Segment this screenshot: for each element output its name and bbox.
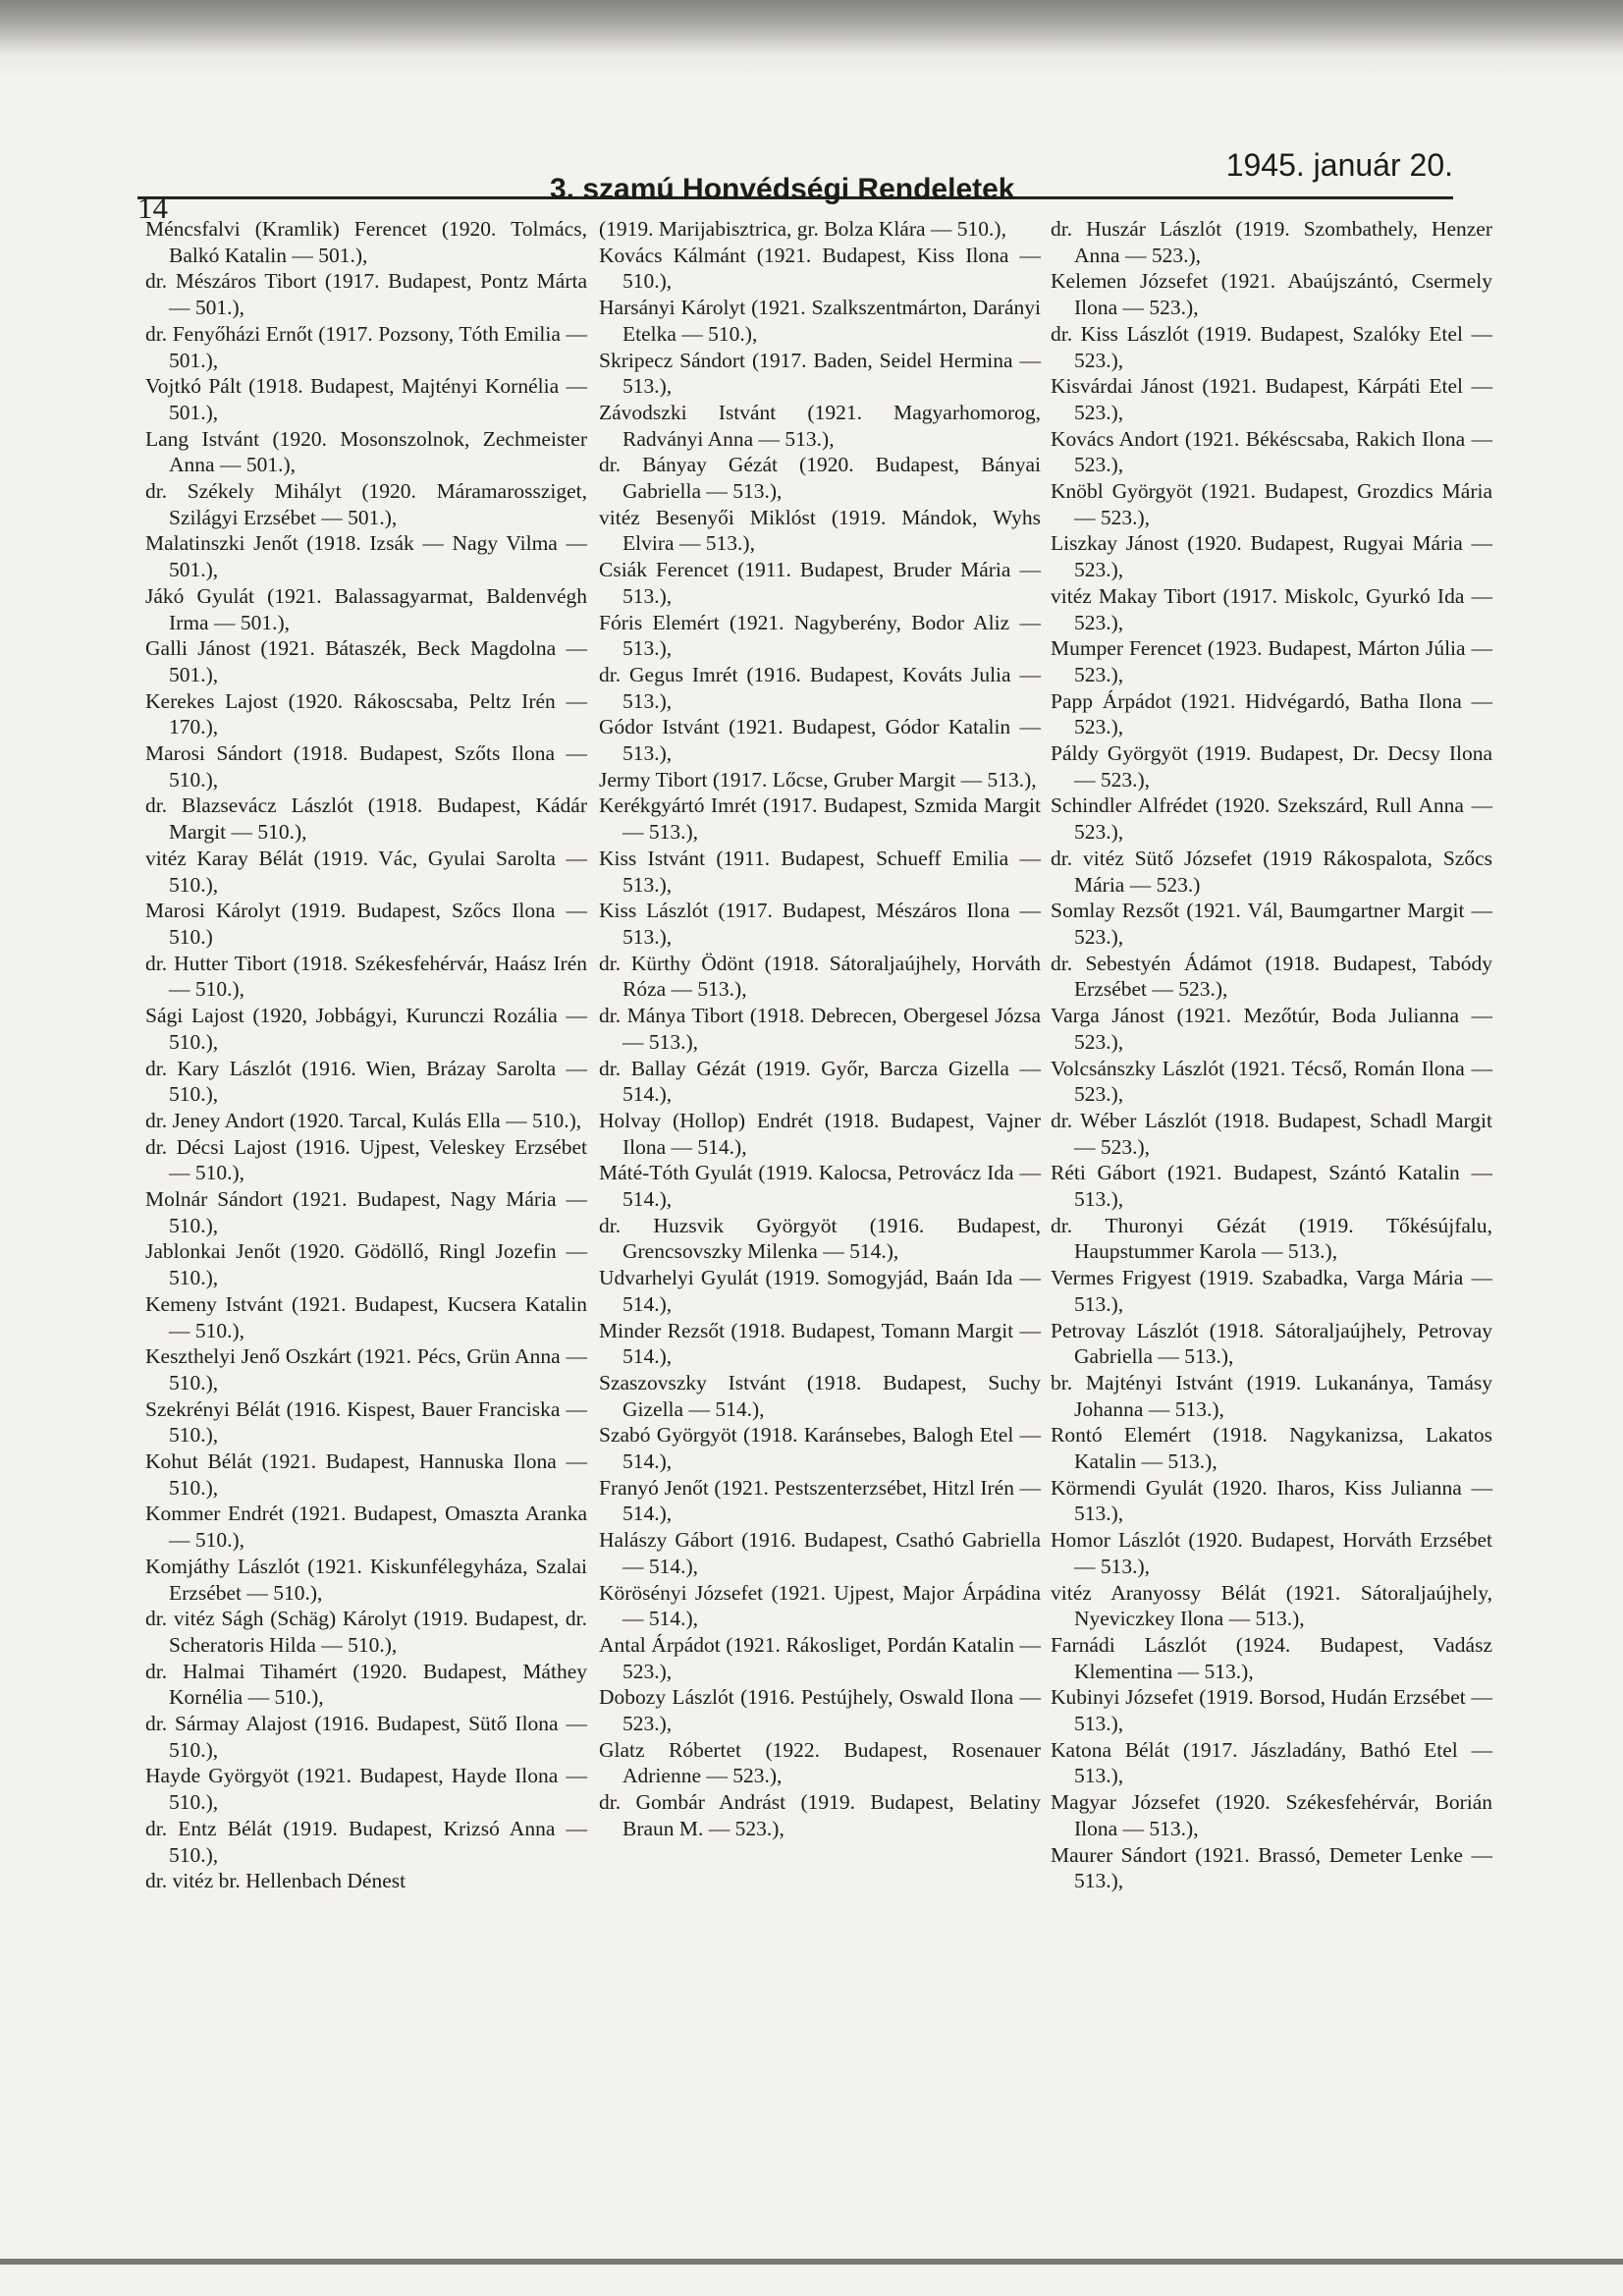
list-item: Vojtkó Pált (1918. Budapest, Majtényi Kornélia — 501.), (145, 374, 587, 424)
list-item: Komjáthy Lászlót (1921. Kiskunfélegyháza, Szalai Erzsébet — 510.), (145, 1554, 587, 1605)
list-item: Mumper Ferencet (1923. Budapest, Márton Júlia — 523.), (1051, 636, 1492, 686)
list-item: Kubinyi Józsefet (1919. Borsod, Hudán Erzsébet — 513.), (1051, 1685, 1492, 1736)
list-item: Magyar Józsefet (1920. Székesfehérvár, Borián Ilona — 513.), (1051, 1790, 1492, 1840)
list-item: Volcsánszky Lászlót (1921. Técső, Román Ilona — 523.), (1051, 1056, 1492, 1107)
list-item: dr. vitéz br. Hellenbach Dénest (145, 1869, 406, 1893)
list-item: Vermes Frigyest (1919. Szabadka, Varga Mária — 513.), (1051, 1266, 1492, 1316)
list-item: dr. Gombár Andrást (1919. Budapest, Belatiny Braun M. — 523.), (599, 1790, 1041, 1840)
list-item: Kohut Bélát (1921. Budapest, Hannuska Ilona — 510.), (145, 1449, 587, 1500)
list-item: Kerékgyártó Imrét (1917. Budapest, Szmida Margit — 513.), (599, 793, 1041, 845)
list-item: dr. Székely Mihályt (1920. Máramarossziget, Szilágyi Erzsébet — 501.), (145, 479, 587, 529)
list-item: dr. Mánya Tibort (1918. Debrecen, Obergesel Józsa — 513.), (599, 1004, 1041, 1054)
list-item: dr. Entz Bélát (1919. Budapest, Krizsó Anna — 510.), (145, 1816, 587, 1867)
list-item: vitéz Makay Tibort (1917. Miskolc, Gyurkó Ida — 523.), (1051, 583, 1492, 634)
list-item: Kelemen Józsefet (1921. Abaújszántó, Csermely Ilona — 523.), (1051, 269, 1492, 320)
issue-date: 1945. január 20. (1225, 147, 1453, 183)
list-item: Csiák Ferencet (1911. Budapest, Bruder Mária — 513.), (599, 558, 1041, 608)
list-item: Galli Jánost (1921. Bátaszék, Beck Magdolna — 501.), (145, 636, 587, 686)
list-item: Kiss Lászlót (1917. Budapest, Mészáros Ilona — 513.), (599, 899, 1041, 949)
list-item: Szekrényi Bélát (1916. Kispest, Bauer Franciska — 510.), (145, 1396, 587, 1448)
list-item: Homor Lászlót (1920. Budapest, Horváth Erzsébet — 513.), (1051, 1528, 1492, 1578)
list-item: dr. Blazsevácz Lászlót (1918. Budapest, Kádár Margit — 510.), (145, 793, 587, 845)
list-item: dr. Halmai Tihamért (1920. Budapest, Máthey Kornélia — 510.), (145, 1659, 587, 1710)
list-item: Sági Lajost (1920, Jobbágyi, Kurunczi Rozália — 510.), (145, 1004, 587, 1054)
list-item: dr. Thuronyi Gézát (1919. Tőkésújfalu, Haupstummer Karola — 513.), (1051, 1213, 1492, 1264)
list-item: Jákó Gyulát (1921. Balassagyarmat, Baldenvégh Irma — 501.), (145, 583, 587, 634)
list-item: Körmendi Gyulát (1920. Iharos, Kiss Julianna — 513.), (1051, 1475, 1492, 1526)
list-item: Méncsfalvi (Kramlik) Ferencet (1920. Tolmács, Balkó Katalin — 501.), (145, 217, 587, 267)
list-item: Farnádi Lászlót (1924. Budapest, Vadász Klementina — 513.), (1051, 1632, 1492, 1683)
list-item: Petrovay Lászlót (1918. Sátoraljaújhely, Petrovay Gabriella — 513.), (1051, 1318, 1492, 1369)
list-item: Malatinszki Jenőt (1918. Izsák — Nagy Vilma — 501.), (145, 531, 587, 582)
list-item: dr. Sebestyén Ádámot (1918. Budapest, Tabódy Erzsébet — 523.), (1051, 951, 1492, 1002)
list-item: Fóris Elemért (1921. Nagyberény, Bodor Aliz — 513.), (599, 610, 1041, 661)
list-item: Kerekes Lajost (1920. Rákoscsaba, Peltz Irén — 170.), (145, 688, 587, 739)
list-item: Marosi Sándort (1918. Budapest, Szőts Ilona — 510.), (145, 741, 587, 792)
list-item: Kommer Endrét (1921. Budapest, Omaszta Aranka — 510.), (145, 1502, 587, 1553)
list-item: Páldy Györgyöt (1919. Budapest, Dr. Decsy Ilona — 523.), (1051, 741, 1492, 792)
list-item: Somlay Rezsőt (1921. Vál, Baumgartner Margit — 523.), (1051, 899, 1492, 949)
list-item: Skripecz Sándort (1917. Baden, Seidel Hermina — 513.), (599, 348, 1041, 399)
text-column-1 (145, 216, 587, 1894)
page-title: 3. szamú Honvédségi Rendeletek (550, 173, 1015, 205)
list-item: Rontó Elemért (1918. Nagykanizsa, Lakatos Katalin — 513.), (1051, 1423, 1492, 1474)
list-item: Franyó Jenőt (1921. Pestszenterzsébet, Hitzl Irén — 514.), (599, 1475, 1041, 1526)
list-item: dr. Ballay Gézát (1919. Győr, Barcza Gizella — 514.), (599, 1056, 1041, 1107)
scan-bottom-edge (0, 2259, 1623, 2265)
scan-edge (0, 0, 1623, 79)
list-item: Marosi Károlyt (1919. Budapest, Szőcs Ilona — 510.) (145, 899, 587, 949)
list-item: dr. Hutter Tibort (1918. Székesfehérvár, Haász Irén — 510.), (145, 951, 587, 1002)
page-header (137, 147, 1453, 225)
list-item: dr. Kürthy Ödönt (1918. Sátoraljaújhely, Horváth Róza — 513.), (599, 951, 1041, 1002)
list-item: Minder Rezsőt (1918. Budapest, Tomann Margit — 514.), (599, 1318, 1041, 1369)
list-item: Holvay (Hollop) Endrét (1918. Budapest, Vajner Ilona — 514.), (599, 1108, 1041, 1159)
list-item: Kovács Andort (1921. Békéscsaba, Rakich Ilona — 523.), (1051, 426, 1492, 477)
list-item: Kemeny Istvánt (1921. Budapest, Kucsera Katalin — 510.), (145, 1291, 587, 1342)
list-item: Harsányi Károlyt (1921. Szalkszentmárton, Darányi Etelka — 510.), (599, 296, 1041, 346)
list-item: Udvarhelyi Gyulát (1919. Somogyjád, Baán Ida — 514.), (599, 1266, 1041, 1316)
page-number: 14 (137, 191, 168, 225)
list-item: Gódor Istvánt (1921. Budapest, Gódor Katalin — 513.), (599, 715, 1041, 766)
list-item: Kisvárdai Jánost (1921. Budapest, Kárpáti Etel — 523.), (1051, 374, 1492, 424)
list-item: Hayde Györgyöt (1921. Budapest, Hayde Ilona — 510.), (145, 1764, 587, 1815)
list-item: dr. Fenyőházi Ernőt (1917. Pozsony, Tóth Emilia — 501.), (145, 321, 587, 372)
list-item: Glatz Róbertet (1922. Budapest, Rosenauer Adrienne — 523.), (599, 1737, 1041, 1788)
text-column-2 (599, 216, 1041, 1842)
list-item: Réti Gábort (1921. Budapest, Szántó Katalin — 513.), (1051, 1161, 1492, 1212)
list-item: br. Majtényi Istvánt (1919. Lukanánya, Tamásy Johanna — 513.), (1051, 1370, 1492, 1421)
list-item: dr. Kary Lászlót (1916. Wien, Brázay Sarolta — 510.), (145, 1056, 587, 1107)
list-item: Závodszki Istvánt (1921. Magyarhomorog, Radványi Anna — 513.), (599, 400, 1041, 451)
list-item: Molnár Sándort (1921. Budapest, Nagy Mária — 510.), (145, 1187, 587, 1237)
list-item: dr. Jeney Andort (1920. Tarcal, Kulás Ella — 510.), (145, 1108, 582, 1132)
list-item: Schindler Alfrédet (1920. Szekszárd, Rull Anna — 523.), (1051, 793, 1492, 845)
list-item: Dobozy Lászlót (1916. Pestújhely, Oswald Ilona — 523.), (599, 1685, 1041, 1736)
list-item: vitéz Karay Bélát (1919. Vác, Gyulai Sarolta — 510.), (145, 846, 587, 897)
list-item: Knöbl Györgyöt (1921. Budapest, Grozdics Mária — 523.), (1051, 479, 1492, 529)
list-item: dr. Wéber Lászlót (1918. Budapest, Schadl Margit — 523.), (1051, 1108, 1492, 1159)
list-item: Kovács Kálmánt (1921. Budapest, Kiss Ilona — 510.), (599, 243, 1041, 294)
list-item: Jermy Tibort (1917. Lőcse, Gruber Margit — 513.), (599, 767, 1037, 792)
list-item: dr. Huzsvik Györgyöt (1916. Budapest, Grencsovszky Milenka — 514.), (599, 1213, 1041, 1264)
list-item: vitéz Besenyői Miklóst (1919. Mándok, Wyhs Elvira — 513.), (599, 505, 1041, 556)
list-item: dr. Décsi Lajost (1916. Ujpest, Veleskey Erzsébet — 510.), (145, 1134, 587, 1185)
list-item: dr. Huszár Lászlót (1919. Szombathely, Henzer Anna — 523.), (1051, 217, 1492, 267)
list-item: Liszkay Jánost (1920. Budapest, Rugyai Mária — 523.), (1051, 531, 1492, 582)
list-item: dr. Kiss Lászlót (1919. Budapest, Szalóky Etel — 523.), (1051, 321, 1492, 372)
list-item: Jablonkai Jenőt (1920. Gödöllő, Ringl Jozefin — 510.), (145, 1239, 587, 1290)
list-item: Kiss Istvánt (1911. Budapest, Schueff Emilia — 513.), (599, 846, 1041, 897)
list-item: dr. vitéz Sütő Józsefet (1919 Rákospalota, Szőcs Mária — 523.) (1051, 846, 1492, 897)
list-item: Lang Istvánt (1920. Mosonszolnok, Zechmeister Anna — 501.), (145, 426, 587, 477)
list-item: (1919. Marijabisztrica, gr. Bolza Klára — 510.), (599, 217, 1006, 241)
list-item: Maurer Sándort (1921. Brassó, Demeter Lenke — 513.), (1051, 1842, 1492, 1893)
list-item: dr. Bányay Gézát (1920. Budapest, Bányai Gabriella — 513.), (599, 453, 1041, 504)
list-item: Máté-Tóth Gyulát (1919. Kalocsa, Petrovácz Ida — 514.), (599, 1161, 1041, 1212)
list-item: dr. vitéz Ságh (Schäg) Károlyt (1919. Budapest, dr. Scheratoris Hilda — 510.), (145, 1607, 587, 1657)
text-column-3 (1051, 216, 1492, 1894)
list-item: Szaszovszky Istvánt (1918. Budapest, Suchy Gizella — 514.), (599, 1370, 1041, 1421)
list-item: Katona Bélát (1917. Jászladány, Bathó Etel — 513.), (1051, 1737, 1492, 1788)
list-item: Varga Jánost (1921. Mezőtúr, Boda Julianna — 523.), (1051, 1004, 1492, 1054)
list-item: Szabó Györgyöt (1918. Karánsebes, Balogh Etel — 514.), (599, 1423, 1041, 1474)
list-item: vitéz Aranyossy Bélát (1921. Sátoraljaújhely, Nyeviczkey Ilona — 513.), (1051, 1580, 1492, 1631)
list-item: dr. Sármay Alajost (1916. Budapest, Sütő Ilona — 510.), (145, 1712, 587, 1762)
list-item: Körösényi Józsefet (1921. Ujpest, Major Árpádina — 514.), (599, 1580, 1041, 1631)
list-item: Papp Árpádot (1921. Hidvégardó, Batha Ilona — 523.), (1051, 688, 1492, 739)
list-item: Halászy Gábort (1916. Budapest, Csathó Gabriella — 514.), (599, 1528, 1041, 1578)
list-item: Keszthelyi Jenő Oszkárt (1921. Pécs, Grün Anna — 510.), (145, 1344, 587, 1394)
list-item: Antal Árpádot (1921. Rákosliget, Pordán Katalin — 523.), (599, 1632, 1041, 1683)
list-item: dr. Gegus Imrét (1916. Budapest, Kováts Julia — 513.), (599, 662, 1041, 713)
list-item: dr. Mészáros Tibort (1917. Budapest, Pontz Márta — 501.), (145, 269, 587, 320)
